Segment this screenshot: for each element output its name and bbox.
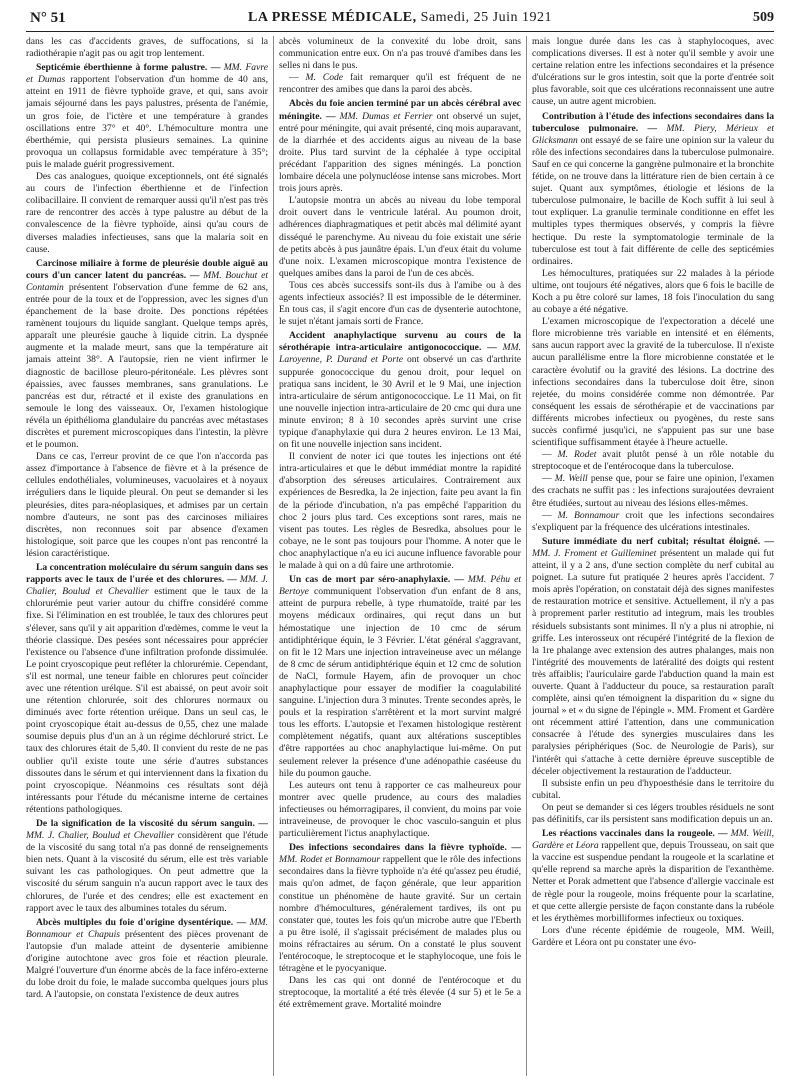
section-heading xyxy=(279,842,521,975)
paragraph: communiquent l'observation d'un enfant de 8 ans, atteint de purpura rebelle, à type rhumatoïde, traité par les moyens médicaux ordinaires, qui reçut dans un but hémostatique une injection de 10 cmc de sérum antidiphtérique équin, le 3 Février. L'état général s'aggravant, on fit le 12 Mars une injection intraveineuse avec un mélange de 8 cmc de sérum antidiphtérique équin et 12 cmc de solution de NaCl, formule Hayem, afin de provoquer un choc anaphylactique pour essayer de modifier la coagulabilité sanguine. L'injection dura 3 minutes. Trente secondes après, le pouls et la respiration s'arrêtèrent et la mort survint malgré tous les efforts. L'autopsie et l'examen histologique restèrent complètement négatifs, quant aux altérations susceptibles d'être rapportées au choc anaphylactique lui-même. On put seulement relever la présence d'une adénopathie caséeuse du hile du poumon gauche. xyxy=(279,586,521,779)
section-title: Des infections secondaires dans la fièvre typhoïde. — xyxy=(289,842,521,854)
paragraph: Il convient de noter ici que toutes les injections ont été intra-articulaires et que le début immédiat montre la rapidité d'absorption des séreuses articulaires. Contrairement aux expériences de Besredka, la 2e injection, faite peu avant la fin de la période d'incubation, n'a pas empêché l'apparition du choc 2 jours plus tard. Ces exceptions sont rares, mais ne visent pas toutes. Les règles de Besredka, absolues pour le cobaye, ne le sont pas toujours pour l'homme. A noter que le choc anaphylactique n'a eu ici aucune influence favorable pour le malade à qui on a dû faire une arthrotomie. xyxy=(279,451,521,572)
section-title: Accident anaphylactique survenu au cours de la sérothérapie intra-articulaire antigonococcique. — xyxy=(279,330,521,354)
paragraph: abcès volumineux de la convexité du lobe droit, sans communication entre eux. On n'a pas trouvé d'amibes dans les selles ni dans le pus. xyxy=(279,36,521,72)
paragraph: rapportent l'observation d'un homme de 40 ans, atteint en 1911 de fièvre typhoïde grave, et qui, sans avoir jamais séjourné dans les pays palustres, présenta de l'anémie, un gros foie, de l'ictère et une température à grandes oscillations entre 37° et 40°. L'hémoculture montra une éberthémie, qui persista plusieurs semaines. La quinine provoqua un collapsus formidable avec température à 35°; puis le malade guérit progressivement. xyxy=(26,74,268,170)
comment: — M. Bonnamour croit que les infections secondaires s'expliquent par la fréquence des ulcérations intestinales. xyxy=(532,509,774,533)
authors: M. Code xyxy=(305,72,344,84)
article-columns xyxy=(26,36,774,1076)
paragraph: L'autopsie montra un abcès au niveau du lobe temporal droit ouvert dans le ventricule latéral. Au poumon droit, adhérences diaphragmatiques et petit abcès mal délimité ayant disséqué le parenchyme. Au niveau du foie existait une série de petits abcès à pus jaunâtre épais. L'un d'eux était du volume d'une noix. L'examen microscopique montra l'existence de quelques amibes dans la paroi de l'un de ces abcès. xyxy=(279,195,521,279)
column-1 xyxy=(26,36,268,1076)
authors: MM. J. Froment et Guilleminet xyxy=(532,547,657,559)
section-heading xyxy=(26,62,268,171)
paragraph: ont observé un cas d'arthrite suppurée gonococcique du genou droit, pour lequel on pratiqua sans incident, le 30 Avril et le 9 Mai, une injection intra-articulaire de sérum antigonococcique. Le 11 Mai, on fit une nouvelle injection intra-articulaire de 20 cmc qui dura une minute environ; 8 à 10 secondes après survint une crise typique d'anaphylaxie qui dura 2 heures environ. Le 13 Mai, on fit une nouvelle injection sans incident. xyxy=(279,354,521,451)
paragraph: présentent l'observation d'une femme de 62 ans, entrée pour de la toux et de l'oppression, avec les signes d'un épanchement de la base droite. Des ponctions répétées ramènent toujours du liquide sanglant. Quelque temps après, apparaît une pleurésie gauche à liquide citrin. La dyspnée augmente et la malade meurt, sans que la température ait jamais atteint 38°. A l'autopsie, rien ne vient infirmer le diagnostic de bacillose pleuro-péritonéale. Les plèvres sont épaissies, avec fausses membranes, sans granulations. Le pancréas est dur, rétracté et il existe des granulations en semoule le long des vaisseaux. Or, l'examen histologique révéla un épithélioma glandulaire du pancréas avec métastases discrètes et purement microscopiques dans l'intestin, la plèvre et le poumon. xyxy=(26,281,268,451)
paragraph: On peut se demander si ces légers troubles résiduels ne sont pas définitifs, car ils persistent sans modification depuis un an. xyxy=(532,801,774,825)
section-title: Carcinose miliaire à forme de pleurésie double aiguë au cours d'un cancer latent du pancréas. — xyxy=(26,257,268,281)
authors: MM. J. Chalier, Boulud et Chevallier xyxy=(26,830,175,842)
paragraph: croit que les infections secondaires s'expliquent par la fréquence des ulcérations intestinales. xyxy=(532,509,774,533)
section-heading xyxy=(279,574,521,780)
paragraph: Les auteurs ont tenu à rapporter ce cas malheureux pour montrer avec quelle prudence, au cours des maladies infectieuses ou hémorragipares, il convient, du moins par voie intraveineuse, de provoquer le choc vasculo-sanguin et plus particulièrement l'ictus anaphylactique. xyxy=(279,779,521,840)
section-heading xyxy=(532,111,774,268)
section-heading xyxy=(532,536,774,778)
paragraph: pense que, pour se faire une opinion, l'examen des crachats ne suffit pas : les infections surajoutées devraient être étudiées, surtout au niveau des lésions elles-mêmes. xyxy=(532,473,774,509)
header-rule xyxy=(26,31,774,32)
authors: MM. Piery, Mérieux et Glicksmann xyxy=(532,122,774,146)
authors: MM. Favre et Dumas xyxy=(26,62,268,86)
authors: MM. Péhu et Bertoye xyxy=(279,574,521,598)
authors: MM. Bouchut et Contamin xyxy=(26,269,268,293)
running-title xyxy=(26,10,774,26)
section-heading xyxy=(279,330,521,451)
paragraph: présentent des pièces provenant de l'autopsie d'un malade atteint de dysenterie amibienne d'origine autochtone avec gros foie et réaction pleurale. Malgré l'ouverture d'un énorme abcès de la face inféro-externe du lobe droit du foie, le malade succomba quelques jours plus tard. A l'autopsie, on constata l'existence de deux autres xyxy=(26,928,268,1001)
paragraph: considèrent que l'étude de la viscosité du sang total n'a pas donné de renseignements bien nets. Quant à la viscosité du sérum, elle est très variable suivant les cas pathologiques. On peut admettre que la viscosité du sérum sanguin n'a aucun rapport avec le taux des chlorures, de l'urée et des cendres; elle est exactement en rapport avec le taux des albumines totales du sérum. xyxy=(26,830,268,914)
paragraph: Dans les cas qui ont donné de l'entérocoque et du streptocoque, la mortalité a été très élevée (4 sur 5) et le 5e a été extrêmement grave. Mortalité moindre xyxy=(279,975,521,1011)
section-title: Un cas de mort par séro-anaphylaxie. — xyxy=(289,574,464,586)
column-3 xyxy=(532,36,774,1076)
section-title: De la signification de la viscosité du sérum sanguin. — xyxy=(36,818,268,829)
section-title: La concentration moléculaire du sérum sanguin dans ses rapports avec le taux de l'urée et des chlorures. — xyxy=(26,562,268,586)
journal-name: LA PRESSE MÉDICALE, xyxy=(248,10,417,25)
section-title: Septicémie éberthienne à forme palustre. — xyxy=(36,62,221,74)
paragraph: Tous ces abcès successifs sont-ils dus à l'amibe ou à des agents infectieux associés? Il est impossible de le déterminer. En tous cas, il s'agit encore d'un cas de dysenterie autochtone, le sujet n'étant jamais sorti de France. xyxy=(279,279,521,328)
paragraph: ont essayé de se faire une opinion sur la valeur du rôle des infections secondaires dans la tuberculose pulmonaire. Sauf en ce qui concerne la gangrène pulmonaire et la bronchite fétide, on ne trouve dans la littérature rien de bien certain à ce sujet. Quant aux symptômes, étiologie et lésions de la tuberculose pulmonaire, le bacille de Koch suffit à lui seul à tout expliquer. La granulie terminale conditionne en effet les multiples types thermiques observés, y compris la fièvre hectique. Du reste la symptomatologie terminale de la tuberculose est tout à fait différente de celle des septicémies ordinaires. xyxy=(532,134,774,267)
comment: — M. Weill pense que, pour se faire une opinion, l'examen des crachats ne suffit pas : les infections surajoutées devraient être étudiées, surtout au niveau des lésions elles-mêmes. xyxy=(532,473,774,509)
paragraph: présentent un malade qui fut atteint, il y a 2 ans, d'une section complète du nerf cubital au poignet. La suture fut pratiquée 2 heures après l'accident. 7 mois après l'opération, on constatait déjà des signes manifestes de restauration motrice et sensitive. Actuellement, il n'y a pas à proprement parler restitutio ad integrum, mais les troubles résiduels subsistants sont minimes. Il n'y a plus ni atrophie, ni griffe. Les interosseux ont récupéré l'intégrité de la flexion de la 1re phalange avec extension des autres phalanges, mais non l'intégrité des mouvements de latéralité des doigts qui restent très affaiblis; l'auriculaire garde l'abduction quand la main est ouverte. Quant à l'adducteur du pouce, sa restauration paraît complète, ainsi qu'en témoignent la disparition du « signe du journal » et « du signe de l'épingle ». MM. Froment et Gardère ont récemment attiré l'attention, dans une communication consacrée à l'étude des synergies musculaires dans les paralysies périphériques (Soc. de Neurologie de Paris), sur l'intérêt qui s'attache à cette dernière épreuve susceptible de déceler objectivement la restauration de l'adducteur. xyxy=(532,547,774,777)
authors: MM. Bonnamour et Chapuis xyxy=(26,916,268,940)
section-title: Abcès multiples du foie d'origine dysentérique. — xyxy=(36,916,247,928)
paragraph: Dans ce cas, l'erreur provint de ce que l'on n'accorda pas assez d'importance à l'absence de fièvre et à la présence de cellules endothéliales, volumineuses, vacuolaires et à noyaux irréguliers dans le liquide pleural. On peut se demander si les pleurésies, dites para-néoplasiques, et admises par un certain nombre d'auteurs, ne sont pas des carcinoses miliaires discrètes, non reconnues soit par absence d'examen histologique, soit parce que les coupes n'ont pas rencontré la lésion caractéristique. xyxy=(26,451,268,559)
paragraph: Il subsiste enfin un peu d'hypoesthésie dans le territoire du cubital. xyxy=(532,777,774,801)
authors: MM. Weill, Gardère et Léora xyxy=(532,828,774,852)
comment: — M. Rodet avait plutôt pensé à un rôle notable du streptocoque et de l'entérocoque dans la tuberculose. xyxy=(532,449,774,473)
section-title: Abcès du foie ancien terminé par un abcès cérébral avec méningite. — xyxy=(279,98,521,122)
page-number: 509 xyxy=(753,10,774,25)
authors: M. Bonnamour xyxy=(557,509,620,521)
authors: MM. Rodet et Bonnamour xyxy=(279,854,381,866)
paragraph: estiment que le taux de la chlorurémie peut varier autour du chiffre considéré comme fixe. Si l'élimination en est troublée, le taux des chlorures peut s'élever, sans qu'il y ait apparition d'œdèmes, comme le veut la théorie classique. Des pesées sont nécessaires pour apprécier l'existence ou l'absence d'une infiltration profonde dissimulée. Le point cryoscopique peut refléter la chlorurémie. Cependant, s'il est normal, une teneur faible en chlorures peut coïncider avec une rétention urélque. S'il est abaissé, on peut avoir soit une rétention chlorurée, soit des chlorures normaux ou diminués avec forte rétention uréique. Dans un seul cas, le point cryoscopique était au-dessus de 0,55, chez une malade soumise depuis plus d'un an à un régime déchloruré strict. Le taux des chlorures était de 5,40. Il convient du reste de ne pas oublier qu'il existe toute une série d'autres substances dissoutes dans le sérum et qui interviennent dans la fixation du point cryoscopique. Néanmoins ces résultats sont déjà intéressants pour l'étude du mécanisme interne de certaines rétentions pathologiques. xyxy=(26,586,268,815)
paragraph: L'examen microscopique de l'expectoration a décelé une flore microbienne très variable en intensité et en éléments, sans aucun rapport avec la gravité de la tuberculose. Il n'existe aucun parallélisme entre la flore microbienne constatée et le caractère évolutif ou la gravité des lésions. La doctrine des infections secondaires dans la tuberculose doit être, sinon rejetée, du moins considérée comme non démontrée. Par conséquent les essais de sérothérapie et de vaccinations par différents microbes infectieux ou pyogènes, du reste sans succès confirmé jusqu'ici, ne s'appuient pas sur une base scientifique suffisamment étayée à l'heure actuelle. xyxy=(532,316,774,449)
comment: — M. Code fait remarquer qu'il est fréquent de ne rencontrer des amibes que dans la paroi des abcès. xyxy=(279,72,521,96)
paragraph: fait remarquer qu'il est fréquent de ne rencontrer des amibes que dans la paroi des abcès. xyxy=(279,72,521,96)
section-title: Les réactions vaccinales dans la rougeole. — xyxy=(542,828,728,840)
authors: M. Rodet xyxy=(557,449,597,461)
authors: MM. J. Chalier, Boulud et Chevallier xyxy=(26,574,268,598)
issue-number: N° 51 xyxy=(30,10,66,26)
authors: MM. Dumas et Ferrier xyxy=(339,110,433,122)
section-heading xyxy=(26,917,268,1002)
authors: MM. Laroyenne, P. Durand et Porte xyxy=(279,342,521,366)
paragraph: Des cas analogues, quoique exceptionnels, ont été signalés au cours de l'infection éberthienne et de l'infection colibacillaire. Il convient de remarquer aussi qu'il n'est pas très rare de rencontrer des accès à type palustre au début de la convalescence de la fièvre typhoïde, ainsi qu'au cours de diverses maladies infectieuses, sans que la malaria soit en cause. xyxy=(26,171,268,255)
section-heading xyxy=(26,258,268,452)
paragraph: avait plutôt pensé à un rôle notable du streptocoque et de l'entérocoque dans la tuberculose. xyxy=(532,449,774,473)
paragraph: dans les cas d'accidents graves, de suffocations, si la radiothérapie n'agit pas ou agit trop lentement. xyxy=(26,36,268,60)
column-2 xyxy=(279,36,521,1076)
paragraph: Les hémocultures, pratiquées sur 22 malades à la période ultime, ont toujours été négatives, alors que 6 fois le bacille de Koch a pu être coloré sur lames, 18 fois l'inoculation du sang au cobaye a été négative. xyxy=(532,267,774,316)
section-title: Suture immédiate du nerf cubital; résultat éloigné. — xyxy=(542,535,774,547)
paragraph: mais longue durée dans les cas à staphylocoques, avec complications diverses. Il est à noter qu'il semble y avoir une certaine relation entre les infections secondaires et la présence d'ulcérations sur le gros intestin, soit que la porte d'entrée soit plus favorable, soit que ces ulcérations reconnaissent une autre cause, un autre agent microbien. xyxy=(532,36,774,108)
section-heading xyxy=(532,828,774,925)
paragraph: Lors d'une récente épidémie de rougeole, MM. Weill, Gardère et Léora ont pu constater une évo- xyxy=(532,924,774,948)
section-title: Contribution à l'étude des infections secondaires dans la tuberculose pulmonaire. — xyxy=(532,110,774,134)
paragraph: rappellent que le rôle des infections secondaires dans la fièvre typhoïde n'a été qu'assez peu étudié, mais qu'on admet, de façon générale, que leur apparition constitue un phénomène de haute gravité. Sur un certain nombre d'hémocultures, généralement tardives, ils ont pu constater que, toutes les fois qu'un microbe autre que l'Eberth a pu être isolé, il s'agissait précisément de malades plus ou moins réfractaires au sérum. On a constaté le plus souvent l'entérocoque, le streptocoque et le staphylocoque, une fois le tétragène et le pyocyanique. xyxy=(279,854,521,975)
section-heading xyxy=(26,562,268,816)
section-heading xyxy=(279,98,521,195)
authors: M. Weill xyxy=(554,473,588,485)
section-heading xyxy=(26,818,268,915)
page-header xyxy=(26,10,774,32)
paragraph: ont observé un sujet, entré pour méningite, qui avait présenté, cinq mois auparavant, de la diarrhée et des accidents aigus au niveau de la base droite. Plus tard survint de la céphalée à type occipital précédant l'apparition des signes méningés. La ponction lombaire décela une polynucléose intense sans microbes. Mort trois jours après. xyxy=(279,110,521,195)
paragraph: rappellent que, depuis Trousseau, on sait que la vaccine est suspendue pendant la rougeole et la scarlatine et qu'elle reprend sa marche après la disparition de l'exanthème. Netter et Porak admettent que l'absence d'allergie vaccinale est de règle pour la rougeole, moins fréquente pour la scarlatine, et que cette allergie persiste de façon constante dans la rubéole et les érythèmes morbilliformes infectieux ou toxiques. xyxy=(532,840,774,924)
issue-date: Samedi, 25 Juin 1921 xyxy=(420,10,552,25)
